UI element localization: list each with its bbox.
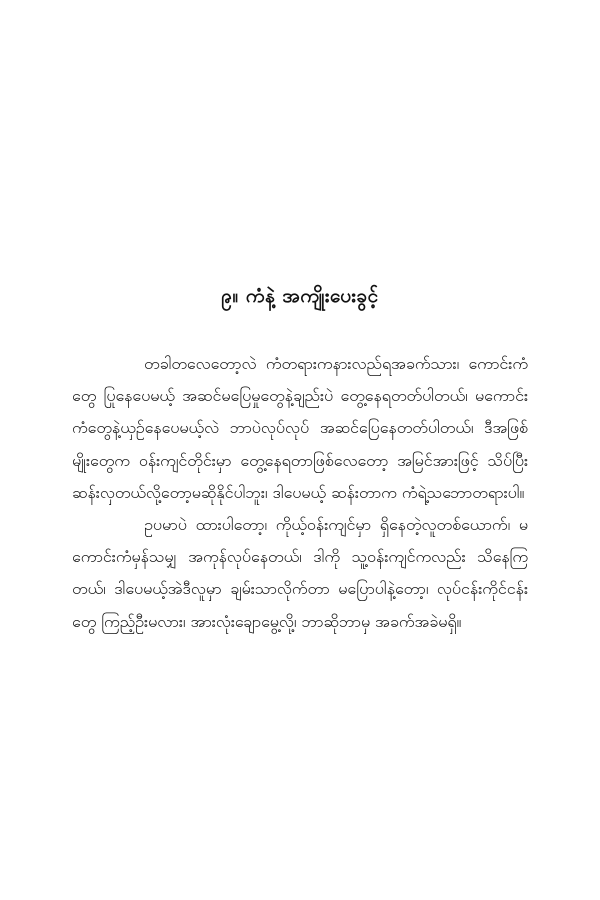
chapter-title: ၉။ ကံနဲ့ အကျိုးပေးခွင့်: [221, 285, 379, 307]
paragraph-2: ဥပမာပဲ ထားပါတော့၊ ကိုယ့်ဝန်းကျင်မှာ ရှိနေတဲ့လူတစ်ယောက်၊ မကောင်းကံမှန်သမျှ အကုန်လုပ်နေတယ်၊ ဒါကို သူ့ဝန်းကျင်ကလည်း သိနေကြတယ်၊ ဒါပေမယ့်အဲဒီလူမှာ ချမ်းသာလိုက်တာ မပြောပါနဲ့တော့၊ လုပ်ငန်းကိုင်ငန်းတွေ ကြည့်ဦးမလား၊ အားလုံးချောမွေ့လို့၊ ဘာဆိုဘာမှ အခက်အခဲမရှိ။: [72, 515, 528, 631]
chapter-body: [72, 348, 528, 638]
paragraph-1: တခါတလေတော့လဲ ကံတရားကနားလည်ရအခက်သား၊ ကောင်းကံတွေ ပြုနေပေမယ့် အဆင်မပြေမှုတွေနဲ့ချည်းပဲ တွေ့နေရတတ်ပါတယ်၊ မကောင်းကံတွေနဲ့ယှဉ်နေပေမယ့်လဲ ဘာပဲလုပ်လုပ် အဆင်ပြေနေတတ်ပါတယ်၊ ဒီအဖြစ်မျိုးတွေက ဝန်းကျင်တိုင်းမှာ တွေ့နေရတာဖြစ်လေတော့ အမြင်အားဖြင့် သိပ်ပြီးဆန်းလှတယ်လို့တော့မဆိုနိုင်ပါဘူး၊ ဒါပေမယ့် ဆန်းတာက ကံရဲ့သဘောတရားပါ။: [72, 354, 528, 502]
